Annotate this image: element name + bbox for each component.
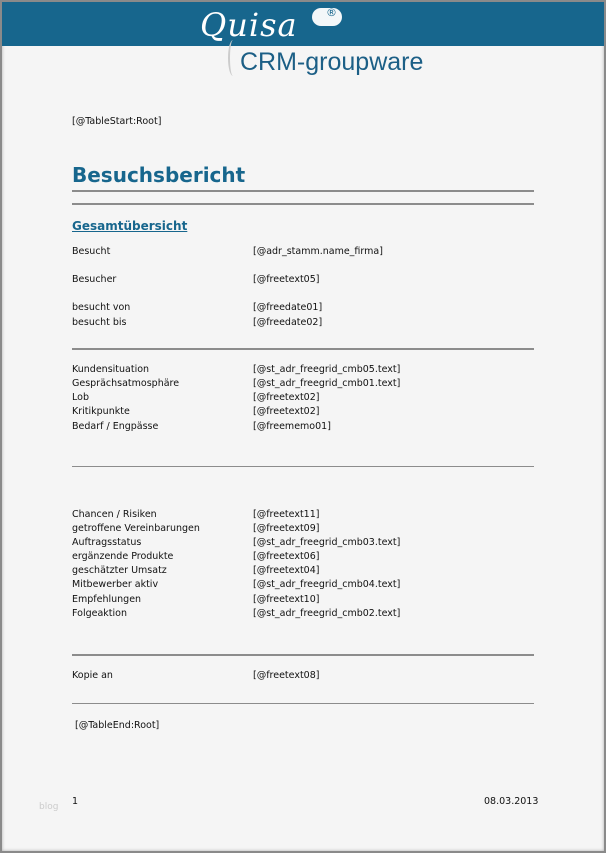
field-label: Besucht (72, 246, 111, 257)
field-label: Gesprächsatmosphäre (72, 378, 180, 389)
divider (72, 203, 534, 205)
field-label: besucht von (72, 302, 131, 313)
logo-swoosh (228, 40, 238, 76)
field-label: Kritikpunkte (72, 406, 130, 417)
table-end: [@TableEnd:Root] (75, 720, 160, 731)
field-label: Auftragsstatus (72, 537, 142, 548)
divider (72, 703, 534, 704)
logo: Quisa (200, 6, 298, 44)
section-title: Gesamtübersicht (72, 219, 188, 233)
watermark: blog (39, 802, 59, 812)
field-value: [@st_adr_freegrid_cmb01.text] (253, 378, 401, 389)
field-value: [@st_adr_freegrid_cmb04.text] (253, 579, 401, 590)
field-label: Chancen / Risiken (72, 509, 157, 520)
field-value: [@st_adr_freegrid_cmb03.text] (253, 537, 401, 548)
field-label: Bedarf / Engpässe (72, 421, 159, 432)
field-value: [@freetext02] (253, 392, 320, 403)
page-number: 1 (72, 796, 79, 807)
field-value: [@freetext04] (253, 565, 320, 576)
page-title: Besuchsbericht (72, 163, 246, 187)
field-value: [@st_adr_freegrid_cmb05.text] (253, 364, 401, 375)
logo-subtitle: CRM-groupware (240, 48, 424, 76)
field-label: Empfehlungen (72, 594, 142, 605)
field-value: [@freetext05] (253, 274, 320, 285)
field-value: [@freetext02] (253, 406, 320, 417)
divider (72, 348, 534, 350)
divider (72, 190, 534, 192)
registered-mark: ® (326, 6, 337, 19)
field-label: getroffene Vereinbarungen (72, 523, 200, 534)
field-label: Lob (72, 392, 89, 403)
divider (72, 654, 534, 656)
field-label: besucht bis (72, 317, 127, 328)
field-value: [@freedate01] (253, 302, 323, 313)
field-label: Besucher (72, 274, 117, 285)
field-value: [@adr_stamm.name_firma] (253, 246, 383, 257)
footer-date: 08.03.2013 (484, 796, 539, 807)
divider (72, 466, 534, 467)
field-value: [@freetext10] (253, 594, 320, 605)
field-label: Kopie an (72, 670, 113, 681)
field-label: Kundensituation (72, 364, 150, 375)
field-label: geschätzter Umsatz (72, 565, 167, 576)
field-label: Mitbewerber aktiv (72, 579, 159, 590)
table-start: [@TableStart:Root] (72, 116, 162, 127)
field-value: [@freetext08] (253, 670, 320, 681)
field-label: Folgeaktion (72, 608, 127, 619)
header-band (2, 2, 604, 46)
field-value: [@freetext06] (253, 551, 320, 562)
field-value: [@freedate02] (253, 317, 323, 328)
field-value: [@freetext09] (253, 523, 320, 534)
field-value: [@freetext11] (253, 509, 320, 520)
field-label: ergänzende Produkte (72, 551, 174, 562)
field-value: [@st_adr_freegrid_cmb02.text] (253, 608, 401, 619)
field-value: [@freememo01] (253, 421, 331, 432)
